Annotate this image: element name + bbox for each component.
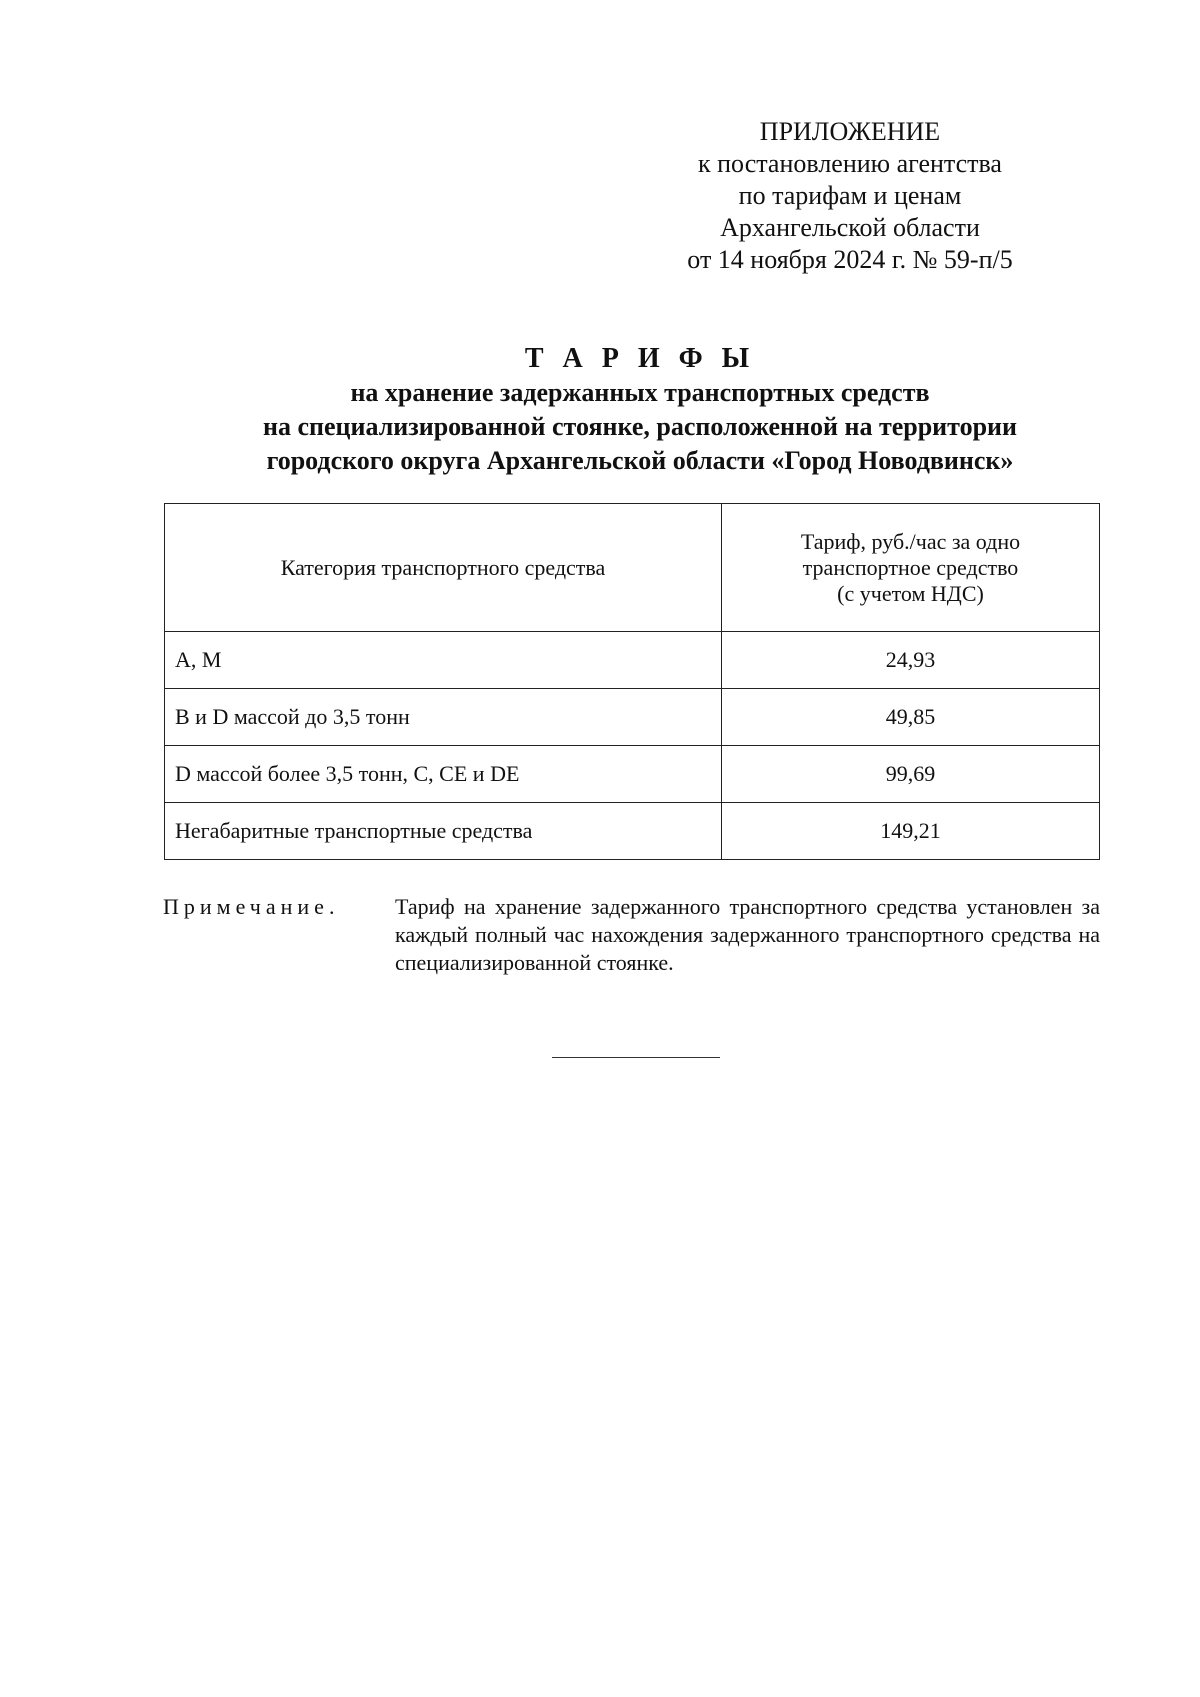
row-category: D массой более 3,5 тонн, С, СЕ и DЕ <box>165 746 722 803</box>
appendix-date-number: от 14 ноября 2024 г. № 59-п/5 <box>687 245 1013 274</box>
appendix-line: к постановлению агентства <box>698 149 1002 178</box>
table-row <box>165 746 1100 803</box>
table-row <box>165 803 1100 860</box>
header-tariff-line: (с учетом НДС) <box>837 580 984 606</box>
title-line: на специализированной стоянке, расположенной на территории <box>262 412 1018 441</box>
document-title <box>150 342 1130 478</box>
closing-rule <box>552 1057 720 1058</box>
header-category: Категория транспортного средства <box>165 504 722 632</box>
note-label: Примечание. <box>163 894 340 919</box>
header-tariff-line: транспортное средство <box>802 554 1019 580</box>
row-category: Негабаритные транспортные средства <box>165 803 722 860</box>
row-tariff: 149,21 <box>722 803 1100 860</box>
header-tariff-line: Тариф, руб./час за одно <box>800 528 1021 554</box>
appendix-block <box>660 116 1040 276</box>
appendix-line: по тарифам и ценам <box>738 181 962 210</box>
appendix-title: ПРИЛОЖЕНИЕ <box>759 117 941 146</box>
row-category: А, М <box>165 632 722 689</box>
title-heading: Т А Р И Ф Ы <box>524 343 756 374</box>
tariff-table <box>164 503 1100 860</box>
table-header-row <box>165 504 1100 632</box>
table-row <box>165 689 1100 746</box>
row-tariff: 49,85 <box>722 689 1100 746</box>
appendix-line: Архангельской области <box>720 213 980 242</box>
row-tariff: 99,69 <box>722 746 1100 803</box>
note-text: Тариф на хранение задержанного транспортного средства установлен за каждый полный час нахождения задержанного транспортного средства на специализированной стоянке. <box>395 894 1100 975</box>
row-category: В и D массой до 3,5 тонн <box>165 689 722 746</box>
row-tariff: 24,93 <box>722 632 1100 689</box>
title-line: городского округа Архангельской области «Город Новодвинск» <box>266 446 1014 475</box>
table-row <box>165 632 1100 689</box>
title-line: на хранение задержанных транспортных средств <box>350 378 930 407</box>
header-tariff <box>722 504 1100 632</box>
